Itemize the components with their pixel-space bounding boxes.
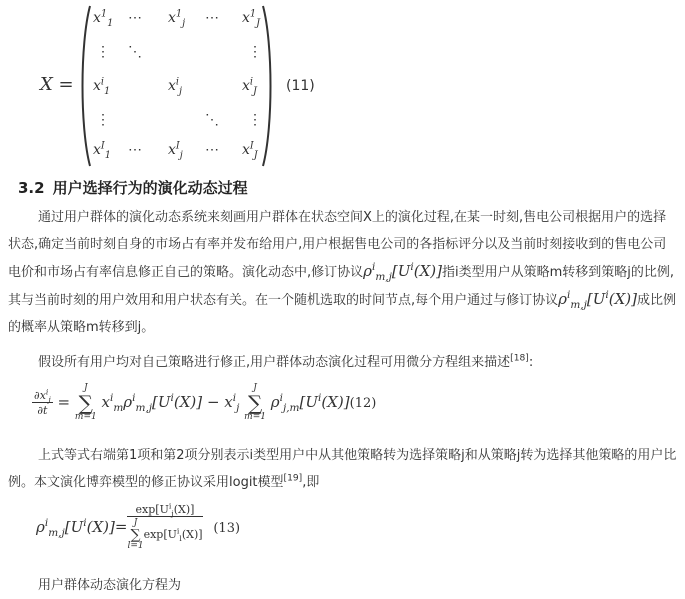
equation-12: $\frac{\partial x^i_j}{\partial t}$ = J ∑ m=1 $x^i_m\rho^i_{m,j}[U^i(X)] - x^i_j$ J ∑ m=1 $\rho^i_{j,m}[U^i(X)](12)$ bbox=[34, 383, 377, 422]
revision-protocol-formula: $\rho^i_{m,j}[U^i(X)]$ bbox=[363, 261, 442, 283]
logit-fraction: $\exp[U^i_j(X)]$ J ∑ l=1 $\exp[U^i_l(X)]$ bbox=[127, 501, 203, 551]
matrix-cell-5-3: $x^I_j$ bbox=[168, 140, 183, 161]
matrix-cell-5-2: ⋯ bbox=[128, 142, 142, 158]
paragraph-1-text-b: 指i类型用户从策略m转移到策略j的比例,其与当前时刻的用户效用和用户状态有关。在一个随机选取的时间节点,每个用户通过与修订协议 bbox=[8, 265, 675, 308]
matrix-cell-3-3: $x^i_j$ bbox=[168, 76, 183, 97]
matrix-cell-4-5: ⋮ bbox=[248, 112, 262, 128]
section-title: 用户选择行为的演化动态过程 bbox=[52, 179, 248, 197]
paragraph-logit-model: 上式等式右端第1项和第2项分别表示i类型用户中从其他策略转为选择策略j和从策略j转为选择其他策略的用户比例。本文演化博弈模型的修正协议采用logit模型[19],即 bbox=[8, 448, 677, 490]
partial-derivative: $\frac{\partial x^i_j}{\partial t}$ bbox=[34, 387, 51, 417]
sum-2: J ∑ m=1 bbox=[244, 383, 266, 422]
matrix-equation-11 bbox=[0, 0, 685, 172]
paragraph-1-text-a: 通过用户群体的演化动态系统来刻画用户群体在状态空间X上的演化过程,在某一时刻,售电公司根据用户的选择状态,确定当前时刻自身的市场占有率并发布给用户,用户根据售电公司的各指标评分以及当前时刻接收到的售电公司电价和市场占有率信息修正自己的策略。演化动态中,修订协议 bbox=[8, 210, 667, 280]
matrix-cell-3-5: $x^i_J$ bbox=[242, 76, 257, 97]
equation-number-13: (13) bbox=[213, 520, 241, 536]
right-parenthesis bbox=[261, 4, 275, 168]
matrix-cell-3-1: $x^i_1$ bbox=[93, 76, 111, 97]
citation-19[interactable]: [19] bbox=[283, 473, 303, 484]
matrix-lhs: X = bbox=[40, 74, 74, 95]
matrix-cell-1-4: ⋯ bbox=[205, 10, 219, 26]
matrix-cell-1-5: $x^1_J$ bbox=[242, 8, 261, 29]
matrix-cell-4-4: ⋱ bbox=[205, 112, 219, 128]
matrix-cell-2-1: ⋮ bbox=[96, 44, 110, 60]
paragraph-3-text: 上式等式右端第1项和第2项分别表示i类型用户中从其他策略转为选择策略j和从策略j转为选择其他策略的用户比例。本文演化博弈模型的修正协议采用logit模型 bbox=[8, 448, 677, 490]
matrix-cell-1-2: ⋯ bbox=[128, 10, 142, 26]
equation-number-12: (12) bbox=[349, 396, 377, 411]
matrix-cell-5-5: $x^I_J$ bbox=[242, 140, 258, 161]
paragraph-evolution-equation bbox=[8, 572, 678, 599]
sum-1: J ∑ m=1 bbox=[74, 383, 97, 422]
section-heading bbox=[18, 177, 256, 198]
equation-13: $\rho^i_{m,j}[U^i(X)]=$ $\exp[U^i_j(X)]$ J ∑ l=1 $\exp[U^i_l(X)]$ (13) bbox=[36, 501, 241, 551]
matrix-cell-2-5: ⋮ bbox=[248, 44, 262, 60]
matrix-cell-2-2: ⋱ bbox=[128, 44, 142, 60]
matrix-cell-1-1: $x^1_1$ bbox=[93, 8, 114, 29]
matrix-cell-1-3: $x^1_j$ bbox=[168, 8, 186, 29]
equation-number-11: (11) bbox=[286, 78, 315, 94]
paragraph-1-text-c: 成比例的概率从策略m转移到j。 bbox=[8, 293, 677, 335]
paragraph-differential-equations: 假设所有用户均对自己策略进行修正,用户群体动态演化过程可用微分方程组来描述[18]: bbox=[38, 353, 534, 370]
revision-protocol-formula-2: $\rho^i_{m,j}[U^i(X)]$ bbox=[558, 289, 637, 311]
matrix-cell-4-1: ⋮ bbox=[96, 112, 110, 128]
left-parenthesis bbox=[78, 4, 92, 168]
paragraph-evolution-dynamics bbox=[8, 204, 678, 341]
citation-18[interactable]: [18] bbox=[510, 353, 529, 364]
matrix-cell-5-4: ⋯ bbox=[205, 142, 219, 158]
paragraph-2-text: 假设所有用户均对自己策略进行修正,用户群体动态演化过程可用微分方程组来描述 bbox=[38, 355, 511, 370]
section-number: 3.2 bbox=[18, 179, 45, 197]
paragraph-4-text: 用户群体动态演化方程为 bbox=[38, 578, 182, 593]
matrix-cell-5-1: $x^I_1$ bbox=[93, 140, 112, 161]
